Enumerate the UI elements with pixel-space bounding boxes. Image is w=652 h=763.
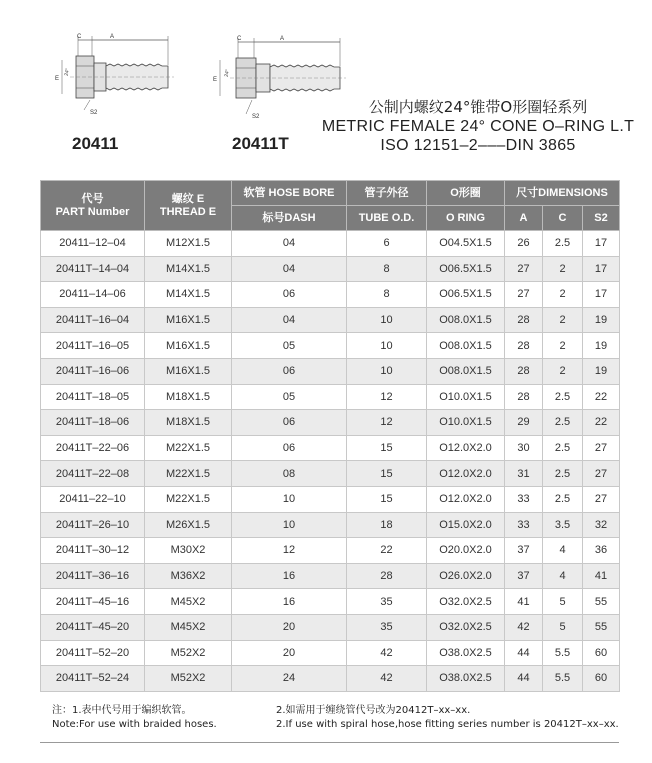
header-dimensions: 尺寸DIMENSIONS — [505, 181, 620, 206]
cell-dash: 16 — [232, 563, 347, 589]
cell-dim-c: 2.5 — [543, 231, 583, 257]
cell-o-ring: O08.0X1.5 — [427, 358, 505, 384]
table-row — [41, 307, 620, 333]
cell-thread: M52X2 — [145, 640, 232, 666]
cell-dim-a: 28 — [505, 358, 543, 384]
cell-tube-od: 12 — [347, 410, 427, 436]
cell-thread: M26X1.5 — [145, 512, 232, 538]
table-row — [41, 384, 620, 410]
specification-table — [40, 180, 620, 692]
cell-part-number: 20411T–26–10 — [41, 512, 145, 538]
dim-a-label: A — [110, 34, 115, 40]
dim-a-label: A — [280, 36, 285, 42]
cell-dim-a: 41 — [505, 589, 543, 615]
cell-dim-s2: 19 — [583, 358, 620, 384]
cell-dash: 20 — [232, 640, 347, 666]
cell-o-ring: O10.0X1.5 — [427, 384, 505, 410]
cell-o-ring: O15.0X2.0 — [427, 512, 505, 538]
cell-o-ring: O20.0X2.0 — [427, 538, 505, 564]
header-thread — [145, 181, 232, 231]
cell-dash: 05 — [232, 333, 347, 359]
cell-dim-s2: 36 — [583, 538, 620, 564]
table-row — [41, 486, 620, 512]
cell-dim-a: 42 — [505, 614, 543, 640]
cell-dash: 10 — [232, 486, 347, 512]
cell-o-ring: O32.0X2.5 — [427, 614, 505, 640]
cell-dim-a: 27 — [505, 282, 543, 308]
cell-part-number: 20411T–18–05 — [41, 384, 145, 410]
header-tube-cn: 管子外径 — [347, 181, 427, 206]
table-row — [41, 282, 620, 308]
cell-dim-s2: 27 — [583, 486, 620, 512]
table-row — [41, 640, 620, 666]
table-row — [41, 231, 620, 257]
table-row — [41, 333, 620, 359]
header-oring-en: O RING — [427, 206, 505, 231]
figure-label-20411: 20411 — [72, 134, 119, 153]
header-dim-c: C — [543, 206, 583, 231]
cell-dim-c: 2.5 — [543, 486, 583, 512]
cell-dim-a: 28 — [505, 307, 543, 333]
cell-dim-c: 2 — [543, 358, 583, 384]
cell-dash: 06 — [232, 358, 347, 384]
cell-part-number: 20411T–22–08 — [41, 461, 145, 487]
cell-o-ring: O06.5X1.5 — [427, 282, 505, 308]
cell-dash: 12 — [232, 538, 347, 564]
cell-dim-a: 27 — [505, 256, 543, 282]
dim-angle-label: 24° — [63, 67, 71, 77]
cell-thread: M18X1.5 — [145, 410, 232, 436]
dim-c-label: C — [77, 34, 82, 40]
cell-dash: 24 — [232, 666, 347, 692]
cell-dim-s2: 27 — [583, 435, 620, 461]
cell-dash: 16 — [232, 589, 347, 615]
cell-tube-od: 8 — [347, 282, 427, 308]
cell-tube-od: 8 — [347, 256, 427, 282]
cell-dim-s2: 19 — [583, 333, 620, 359]
cell-thread: M36X2 — [145, 563, 232, 589]
cell-dim-a: 44 — [505, 666, 543, 692]
cell-part-number: 20411T–14–04 — [41, 256, 145, 282]
note-left — [52, 704, 217, 732]
cell-part-number: 20411T–16–06 — [41, 358, 145, 384]
dim-angle-label: 24° — [223, 68, 231, 78]
header-part-number — [41, 181, 145, 231]
table-row — [41, 410, 620, 436]
cell-tube-od: 42 — [347, 640, 427, 666]
cell-dim-a: 33 — [505, 512, 543, 538]
table-row — [41, 256, 620, 282]
cell-dim-c: 2.5 — [543, 384, 583, 410]
cell-dim-a: 29 — [505, 410, 543, 436]
cell-part-number: 20411–12–04 — [41, 231, 145, 257]
cell-dim-s2: 55 — [583, 589, 620, 615]
title-en: METRIC FEMALE 24° CONE O–RING L.T — [321, 118, 635, 135]
cell-dash: 10 — [232, 512, 347, 538]
cell-tube-od: 10 — [347, 307, 427, 333]
cell-o-ring: O08.0X1.5 — [427, 307, 505, 333]
cell-dim-s2: 17 — [583, 256, 620, 282]
cell-o-ring: O06.5X1.5 — [427, 256, 505, 282]
cell-dim-c: 5.5 — [543, 666, 583, 692]
cell-dash: 06 — [232, 410, 347, 436]
cell-dim-c: 2 — [543, 307, 583, 333]
note-1-en: Note:For use with braided hoses. — [52, 719, 217, 730]
table-row — [41, 589, 620, 615]
header-tube-en: TUBE O.D. — [347, 206, 427, 231]
cell-o-ring: O26.0X2.0 — [427, 563, 505, 589]
cell-dash: 20 — [232, 614, 347, 640]
header-oring-cn: O形圈 — [427, 181, 505, 206]
cell-dash: 04 — [232, 256, 347, 282]
cell-dim-s2: 27 — [583, 461, 620, 487]
cell-dim-a: 28 — [505, 333, 543, 359]
cell-dim-c: 2 — [543, 256, 583, 282]
cell-part-number: 20411T–45–20 — [41, 614, 145, 640]
cell-thread: M12X1.5 — [145, 231, 232, 257]
cell-dim-a: 44 — [505, 640, 543, 666]
cell-part-number: 20411–14–06 — [41, 282, 145, 308]
cell-part-number: 20411T–36–16 — [41, 563, 145, 589]
cell-thread: M30X2 — [145, 538, 232, 564]
cell-dim-c: 2.5 — [543, 461, 583, 487]
cell-dash: 04 — [232, 307, 347, 333]
cell-thread: M22X1.5 — [145, 486, 232, 512]
table-row — [41, 614, 620, 640]
cell-dim-s2: 17 — [583, 282, 620, 308]
cell-dim-a: 37 — [505, 538, 543, 564]
cell-o-ring: O04.5X1.5 — [427, 231, 505, 257]
cell-dim-c: 2.5 — [543, 410, 583, 436]
table-row — [41, 435, 620, 461]
cell-dim-s2: 60 — [583, 640, 620, 666]
cell-part-number: 20411T–30–12 — [41, 538, 145, 564]
cell-tube-od: 35 — [347, 614, 427, 640]
cell-tube-od: 15 — [347, 486, 427, 512]
cell-dim-a: 28 — [505, 384, 543, 410]
cell-thread: M45X2 — [145, 614, 232, 640]
cell-thread: M14X1.5 — [145, 282, 232, 308]
cell-part-number: 20411T–52–20 — [41, 640, 145, 666]
header-dim-a: A — [505, 206, 543, 231]
note-right — [276, 704, 619, 732]
cell-o-ring: O12.0X2.0 — [427, 486, 505, 512]
cell-o-ring: O38.0X2.5 — [427, 666, 505, 692]
cell-o-ring: O38.0X2.5 — [427, 640, 505, 666]
cell-dim-c: 5 — [543, 614, 583, 640]
cell-dash: 06 — [232, 282, 347, 308]
cell-dim-s2: 22 — [583, 384, 620, 410]
header-thread-en: THREAD E — [159, 205, 217, 218]
cell-thread: M16X1.5 — [145, 307, 232, 333]
cell-thread: M18X1.5 — [145, 384, 232, 410]
table-row — [41, 563, 620, 589]
cell-dim-a: 31 — [505, 461, 543, 487]
cell-o-ring: O08.0X1.5 — [427, 333, 505, 359]
cell-tube-od: 35 — [347, 589, 427, 615]
title-standard: ISO 12151–2–––DIN 3865 — [380, 137, 576, 154]
cell-dim-a: 26 — [505, 231, 543, 257]
cell-dash: 04 — [232, 231, 347, 257]
cell-dim-a: 37 — [505, 563, 543, 589]
cell-dim-c: 3.5 — [543, 512, 583, 538]
cell-dim-c: 2 — [543, 282, 583, 308]
cell-o-ring: O12.0X2.0 — [427, 461, 505, 487]
cell-tube-od: 10 — [347, 358, 427, 384]
notes-section — [40, 691, 619, 743]
cell-part-number: 20411–22–10 — [41, 486, 145, 512]
cell-dim-a: 30 — [505, 435, 543, 461]
cell-thread: M16X1.5 — [145, 358, 232, 384]
cell-part-number: 20411T–52–24 — [41, 666, 145, 692]
dim-s2-label: S2 — [90, 110, 98, 116]
note-1-cn: 注：1.表中代号用于编织软管。 — [52, 705, 192, 716]
cell-o-ring: O12.0X2.0 — [427, 435, 505, 461]
table-row — [41, 666, 620, 692]
cell-dim-c: 2 — [543, 333, 583, 359]
cell-dim-s2: 60 — [583, 666, 620, 692]
header-part-cn: 代号 — [81, 192, 104, 205]
table-row — [41, 358, 620, 384]
cell-thread: M22X1.5 — [145, 461, 232, 487]
cell-tube-od: 10 — [347, 333, 427, 359]
cell-dash: 05 — [232, 384, 347, 410]
note-2-en: 2.If use with spiral hose,hose fitting series number is 20412T–xx–xx. — [276, 719, 619, 730]
cell-tube-od: 15 — [347, 461, 427, 487]
cell-tube-od: 15 — [347, 435, 427, 461]
cell-dim-a: 33 — [505, 486, 543, 512]
cell-thread: M16X1.5 — [145, 333, 232, 359]
cell-tube-od: 22 — [347, 538, 427, 564]
cell-dim-s2: 32 — [583, 512, 620, 538]
header-part-en: PART Number — [55, 205, 130, 218]
table-row — [41, 461, 620, 487]
table-row — [41, 538, 620, 564]
cell-tube-od: 28 — [347, 563, 427, 589]
dim-e-label: E — [55, 76, 60, 82]
fitting-drawing-20411 — [50, 30, 180, 125]
note-2-cn: 2.如需用于缠绕管代号改为20412T–xx–xx. — [276, 705, 471, 716]
dim-c-label: C — [237, 36, 242, 42]
cell-part-number: 20411T–18–06 — [41, 410, 145, 436]
cell-tube-od: 42 — [347, 666, 427, 692]
cell-thread: M14X1.5 — [145, 256, 232, 282]
cell-tube-od: 18 — [347, 512, 427, 538]
cell-part-number: 20411T–16–04 — [41, 307, 145, 333]
cell-dim-s2: 22 — [583, 410, 620, 436]
header-dash: 标号DASH — [232, 206, 347, 231]
series-title — [318, 98, 638, 155]
dim-s2-label: S2 — [252, 114, 260, 120]
cell-o-ring: O10.0X1.5 — [427, 410, 505, 436]
cell-dim-s2: 19 — [583, 307, 620, 333]
header-thread-cn: 螺纹 E — [171, 192, 205, 205]
cell-thread: M22X1.5 — [145, 435, 232, 461]
cell-dash: 08 — [232, 461, 347, 487]
cell-dim-c: 5 — [543, 589, 583, 615]
title-cn: 公制内螺纹24°锥带O形圈轻系列 — [368, 98, 588, 116]
cell-dim-c: 2.5 — [543, 435, 583, 461]
figure-label-20411t: 20411T — [232, 134, 289, 153]
cell-dim-c: 4 — [543, 538, 583, 564]
cell-part-number: 20411T–45–16 — [41, 589, 145, 615]
cell-o-ring: O32.0X2.5 — [427, 589, 505, 615]
cell-tube-od: 6 — [347, 231, 427, 257]
cell-dim-s2: 41 — [583, 563, 620, 589]
table-body — [41, 231, 620, 692]
cell-dim-c: 5.5 — [543, 640, 583, 666]
dim-e-label: E — [213, 77, 218, 83]
cell-part-number: 20411T–16–05 — [41, 333, 145, 359]
cell-dash: 06 — [232, 435, 347, 461]
header-dim-s2: S2 — [583, 206, 620, 231]
cell-part-number: 20411T–22–06 — [41, 435, 145, 461]
cell-dim-c: 4 — [543, 563, 583, 589]
cell-dim-s2: 17 — [583, 231, 620, 257]
cell-tube-od: 12 — [347, 384, 427, 410]
cell-dim-s2: 55 — [583, 614, 620, 640]
header-hose-bore: 软管 HOSE BORE — [232, 181, 347, 206]
table-row — [41, 512, 620, 538]
cell-thread: M52X2 — [145, 666, 232, 692]
cell-thread: M45X2 — [145, 589, 232, 615]
